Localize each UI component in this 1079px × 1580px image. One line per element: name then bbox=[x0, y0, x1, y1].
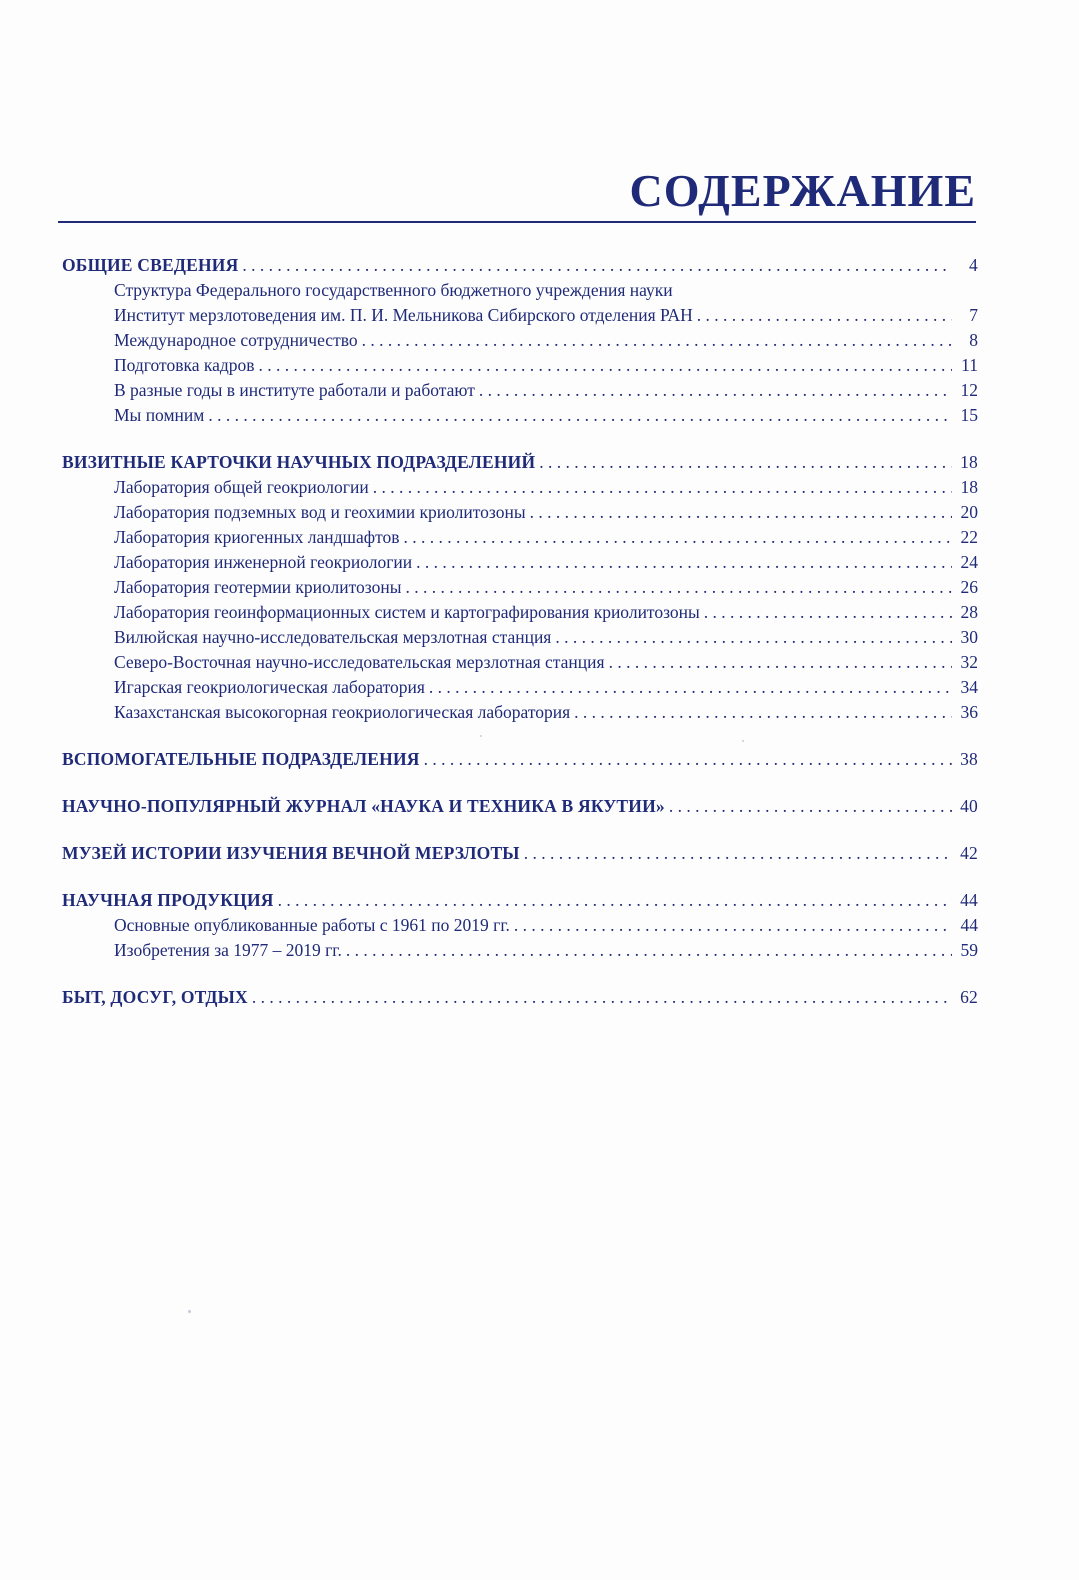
toc-subentry bbox=[62, 525, 978, 550]
toc-subentry-label: Институт мерзлотоведения им. П. И. Мельникова Сибирского отделения РАН bbox=[114, 305, 693, 325]
page-number: 30 bbox=[960, 627, 978, 647]
toc-section-label: НАУЧНО-ПОПУЛЯРНЫЙ ЖУРНАЛ «НАУКА И ТЕХНИКА В ЯКУТИИ» bbox=[62, 796, 665, 816]
toc-section-entry bbox=[62, 794, 978, 819]
dot-leader bbox=[697, 303, 952, 328]
page-number: 38 bbox=[960, 749, 978, 769]
toc-section bbox=[62, 888, 978, 963]
toc-subentry bbox=[62, 913, 978, 938]
page-number: 18 bbox=[960, 452, 978, 472]
toc-subentry-label: Игарская геокриологическая лаборатория bbox=[114, 677, 425, 697]
page-number: 44 bbox=[960, 915, 978, 935]
toc-subentry bbox=[62, 575, 978, 600]
page-number: 22 bbox=[960, 527, 978, 547]
toc-section-label: НАУЧНАЯ ПРОДУКЦИЯ bbox=[62, 890, 274, 910]
toc-section-label: ОБЩИЕ СВЕДЕНИЯ bbox=[62, 255, 239, 275]
paper-speck bbox=[480, 735, 482, 737]
toc-section-label: ВСПОМОГАТЕЛЬНЫЕ ПОДРАЗДЕЛЕНИЯ bbox=[62, 749, 420, 769]
dot-leader bbox=[416, 550, 952, 575]
page-number: 4 bbox=[969, 255, 978, 275]
paper-speck bbox=[742, 740, 744, 742]
toc-section-label: ВИЗИТНЫЕ КАРТОЧКИ НАУЧНЫХ ПОДРАЗДЕЛЕНИЙ bbox=[62, 452, 536, 472]
toc-subentry bbox=[62, 353, 978, 378]
dot-leader bbox=[259, 353, 952, 378]
page-number: 36 bbox=[960, 702, 978, 722]
page-title: СОДЕРЖАНИЕ bbox=[629, 165, 976, 216]
toc-section-entry bbox=[62, 747, 978, 772]
dot-leader bbox=[405, 575, 952, 600]
page-number: 11 bbox=[961, 355, 978, 375]
page-number: 26 bbox=[960, 577, 978, 597]
toc-subentry-label: Лаборатория подземных вод и геохимии криолитозоны bbox=[114, 502, 526, 522]
toc-subentry-label: Лаборатория геоинформационных систем и картографирования криолитозоны bbox=[114, 602, 700, 622]
dot-leader bbox=[252, 985, 952, 1010]
toc-section bbox=[62, 253, 978, 428]
dot-leader bbox=[574, 700, 952, 725]
toc-subentry bbox=[62, 328, 978, 353]
toc-subentry-label: Вилюйская научно-исследовательская мерзлотная станция bbox=[114, 627, 552, 647]
toc-section-entry bbox=[62, 841, 978, 866]
toc-subentry bbox=[62, 600, 978, 625]
toc-subentry-label: Северо-Восточная научно-исследовательская мерзлотная станция bbox=[114, 652, 605, 672]
dot-leader bbox=[669, 794, 952, 819]
dot-leader bbox=[424, 747, 952, 772]
toc-subentry-label: В разные годы в институте работали и работают bbox=[114, 380, 475, 400]
toc-section-label: МУЗЕЙ ИСТОРИИ ИЗУЧЕНИЯ ВЕЧНОЙ МЕРЗЛОТЫ bbox=[62, 843, 520, 863]
page-number: 28 bbox=[960, 602, 978, 622]
dot-leader bbox=[362, 328, 952, 353]
toc-subentry-label: Изобретения за 1977 – 2019 гг. bbox=[114, 940, 342, 960]
page-number: 15 bbox=[960, 405, 978, 425]
toc-subentry-label: Лаборатория инженерной геокриологии bbox=[114, 552, 413, 572]
toc-subentry-label: Основные опубликованные работы с 1961 по 2019 гг. bbox=[114, 915, 510, 935]
dot-leader bbox=[539, 450, 952, 475]
toc-subentry bbox=[62, 403, 978, 428]
table-of-contents bbox=[62, 253, 978, 1032]
toc-subentry bbox=[62, 500, 978, 525]
toc-subentry bbox=[62, 700, 978, 725]
page-number: 20 bbox=[960, 502, 978, 522]
page-number: 24 bbox=[960, 552, 978, 572]
toc-subentry bbox=[62, 938, 978, 963]
page-number: 12 bbox=[960, 380, 978, 400]
toc-section bbox=[62, 985, 978, 1010]
toc-section-entry bbox=[62, 450, 978, 475]
toc-section-label: БЫТ, ДОСУГ, ОТДЫХ bbox=[62, 987, 248, 1007]
toc-subentry bbox=[62, 278, 978, 303]
toc-subentry-label: Казахстанская высокогорная геокриологическая лаборатория bbox=[114, 702, 571, 722]
page-number: 59 bbox=[960, 940, 978, 960]
title-underline bbox=[58, 221, 976, 223]
dot-leader bbox=[404, 525, 952, 550]
toc-section-entry bbox=[62, 985, 978, 1010]
toc-subentry-label: Мы помним bbox=[114, 405, 205, 425]
dot-leader bbox=[524, 841, 952, 866]
dot-leader bbox=[530, 500, 952, 525]
toc-subentry bbox=[62, 378, 978, 403]
page-number: 7 bbox=[969, 305, 978, 325]
toc-subentry-label: Лаборатория геотермии криолитозоны bbox=[114, 577, 402, 597]
dot-leader bbox=[479, 378, 952, 403]
toc-section bbox=[62, 747, 978, 772]
dot-leader bbox=[555, 625, 952, 650]
page-number: 18 bbox=[960, 477, 978, 497]
page-number: 44 bbox=[960, 890, 978, 910]
page-number: 8 bbox=[969, 330, 978, 350]
toc-subentry bbox=[62, 625, 978, 650]
toc-section bbox=[62, 841, 978, 866]
toc-subentry bbox=[62, 303, 978, 328]
page-number: 42 bbox=[960, 843, 978, 863]
toc-section bbox=[62, 794, 978, 819]
page-number: 32 bbox=[960, 652, 978, 672]
dot-leader bbox=[514, 913, 952, 938]
toc-subentry bbox=[62, 475, 978, 500]
dot-leader bbox=[278, 888, 952, 913]
page-number: 40 bbox=[960, 796, 978, 816]
toc-subentry bbox=[62, 550, 978, 575]
paper-speck bbox=[188, 1310, 191, 1313]
dot-leader bbox=[609, 650, 952, 675]
dot-leader bbox=[373, 475, 952, 500]
toc-subentry-label: Лаборатория криогенных ландшафтов bbox=[114, 527, 400, 547]
toc-subentry-label: Структура Федерального государственного бюджетного учреждения науки bbox=[114, 280, 673, 300]
page-number: 34 bbox=[960, 677, 978, 697]
dot-leader bbox=[346, 938, 952, 963]
toc-subentry bbox=[62, 675, 978, 700]
toc-section bbox=[62, 450, 978, 725]
toc-section-entry bbox=[62, 253, 978, 278]
page-number: 62 bbox=[960, 987, 978, 1007]
toc-subentry-label: Подготовка кадров bbox=[114, 355, 255, 375]
dot-leader bbox=[208, 403, 952, 428]
dot-leader bbox=[242, 253, 952, 278]
dot-leader bbox=[704, 600, 952, 625]
toc-subentry bbox=[62, 650, 978, 675]
toc-subentry-label: Лаборатория общей геокриологии bbox=[114, 477, 369, 497]
toc-subentry-label: Международное сотрудничество bbox=[114, 330, 358, 350]
dot-leader bbox=[429, 675, 952, 700]
toc-section-entry bbox=[62, 888, 978, 913]
